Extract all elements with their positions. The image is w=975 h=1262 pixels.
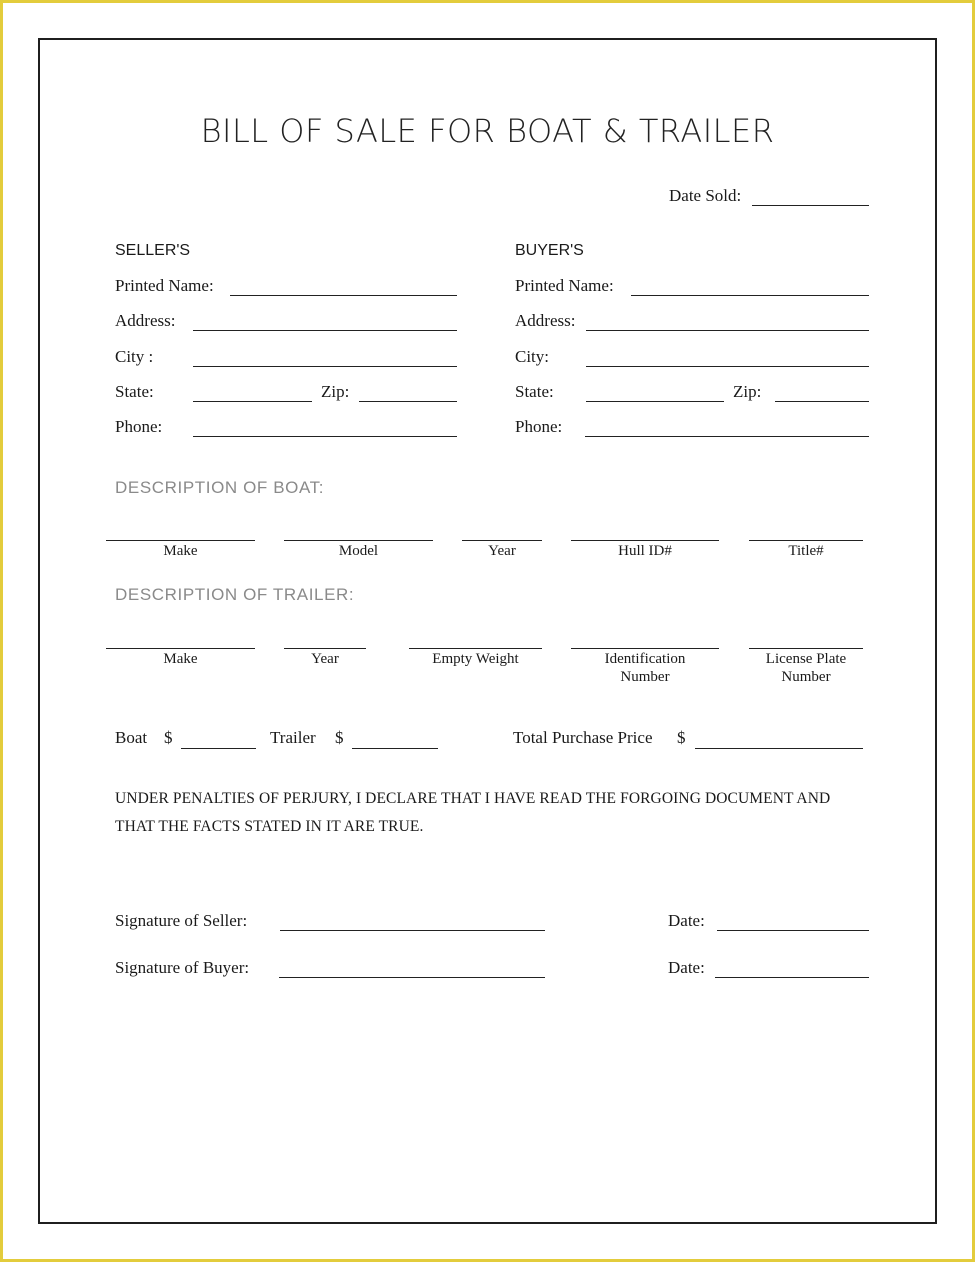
- boat-hull-id-caption: Hull ID#: [618, 543, 672, 559]
- boat-model-caption: Model: [338, 543, 379, 559]
- buyer-date-label: Date:: [668, 958, 705, 977]
- boat-price-label: Boat: [115, 728, 148, 747]
- boat-make-caption: Make: [163, 543, 198, 559]
- boat-section-heading: DESCRIPTION OF BOAT:: [115, 478, 325, 497]
- trailer-make-field[interactable]: [106, 648, 255, 649]
- trailer-license-plate-field[interactable]: [749, 648, 863, 649]
- buyer-phone-label: Phone:: [515, 417, 563, 436]
- boat-hull-id-field[interactable]: [571, 540, 719, 541]
- buyer-signature-label: Signature of Buyer:: [115, 958, 250, 977]
- buyer-zip-field[interactable]: [775, 401, 869, 402]
- boat-price-field[interactable]: [181, 748, 256, 749]
- boat-year-field[interactable]: [462, 540, 542, 541]
- buyer-address-label: Address:: [515, 311, 576, 330]
- document-border: [38, 38, 937, 1224]
- boat-price-currency: $: [164, 728, 173, 747]
- page-title: BILL OF SALE FOR BOAT & TRAILER: [200, 112, 775, 150]
- declaration-line-2: THAT THE FACTS STATED IN IT ARE TRUE.: [115, 818, 424, 835]
- trailer-identification-number-caption: Identification Number: [604, 651, 686, 685]
- seller-printed-name-label: Printed Name:: [115, 276, 214, 295]
- total-price-field[interactable]: [695, 748, 863, 749]
- seller-signature-label: Signature of Seller:: [115, 911, 248, 930]
- buyer-heading: BUYER'S: [515, 242, 584, 259]
- seller-phone-field[interactable]: [193, 436, 457, 437]
- trailer-price-field[interactable]: [352, 748, 438, 749]
- seller-zip-label: Zip:: [321, 382, 350, 401]
- seller-heading: SELLER'S: [115, 242, 191, 259]
- trailer-identification-number-field[interactable]: [571, 648, 719, 649]
- boat-model-field[interactable]: [284, 540, 433, 541]
- boat-title-field[interactable]: [749, 540, 863, 541]
- seller-state-label: State:: [115, 382, 154, 401]
- date-sold-label: Date Sold:: [669, 186, 742, 205]
- seller-address-label: Address:: [115, 311, 176, 330]
- total-price-label: Total Purchase Price: [513, 728, 653, 747]
- buyer-printed-name-field[interactable]: [631, 295, 869, 296]
- seller-date-field[interactable]: [717, 930, 869, 931]
- trailer-year-field[interactable]: [284, 648, 366, 649]
- seller-city-label: City :: [115, 347, 154, 366]
- seller-printed-name-field[interactable]: [230, 295, 457, 296]
- buyer-date-field[interactable]: [715, 977, 869, 978]
- date-sold-field[interactable]: [752, 205, 869, 206]
- buyer-signature-field[interactable]: [279, 977, 545, 978]
- buyer-printed-name-label: Printed Name:: [515, 276, 614, 295]
- buyer-state-label: State:: [515, 382, 554, 401]
- seller-city-field[interactable]: [193, 366, 457, 367]
- buyer-city-label: City:: [515, 347, 550, 366]
- boat-title-caption: Title#: [788, 543, 824, 559]
- seller-zip-field[interactable]: [359, 401, 457, 402]
- trailer-price-label: Trailer: [270, 728, 316, 747]
- buyer-phone-field[interactable]: [585, 436, 869, 437]
- buyer-address-field[interactable]: [586, 330, 869, 331]
- trailer-year-caption: Year: [311, 651, 339, 667]
- total-price-currency: $: [677, 728, 686, 747]
- seller-phone-label: Phone:: [115, 417, 163, 436]
- trailer-empty-weight-caption: Empty Weight: [432, 651, 519, 667]
- trailer-make-caption: Make: [163, 651, 198, 667]
- buyer-zip-label: Zip:: [733, 382, 762, 401]
- trailer-license-plate-caption: License Plate Number: [765, 651, 847, 685]
- seller-signature-field[interactable]: [280, 930, 545, 931]
- boat-year-caption: Year: [488, 543, 516, 559]
- trailer-price-currency: $: [335, 728, 344, 747]
- buyer-city-field[interactable]: [586, 366, 869, 367]
- seller-address-field[interactable]: [193, 330, 457, 331]
- seller-state-field[interactable]: [193, 401, 312, 402]
- trailer-section-heading: DESCRIPTION OF TRAILER:: [115, 585, 355, 604]
- seller-date-label: Date:: [668, 911, 705, 930]
- boat-make-field[interactable]: [106, 540, 255, 541]
- declaration-line-1: UNDER PENALTIES OF PERJURY, I DECLARE THAT I HAVE READ THE FORGOING DOCUMENT AND: [115, 790, 831, 807]
- trailer-empty-weight-field[interactable]: [409, 648, 542, 649]
- buyer-state-field[interactable]: [586, 401, 724, 402]
